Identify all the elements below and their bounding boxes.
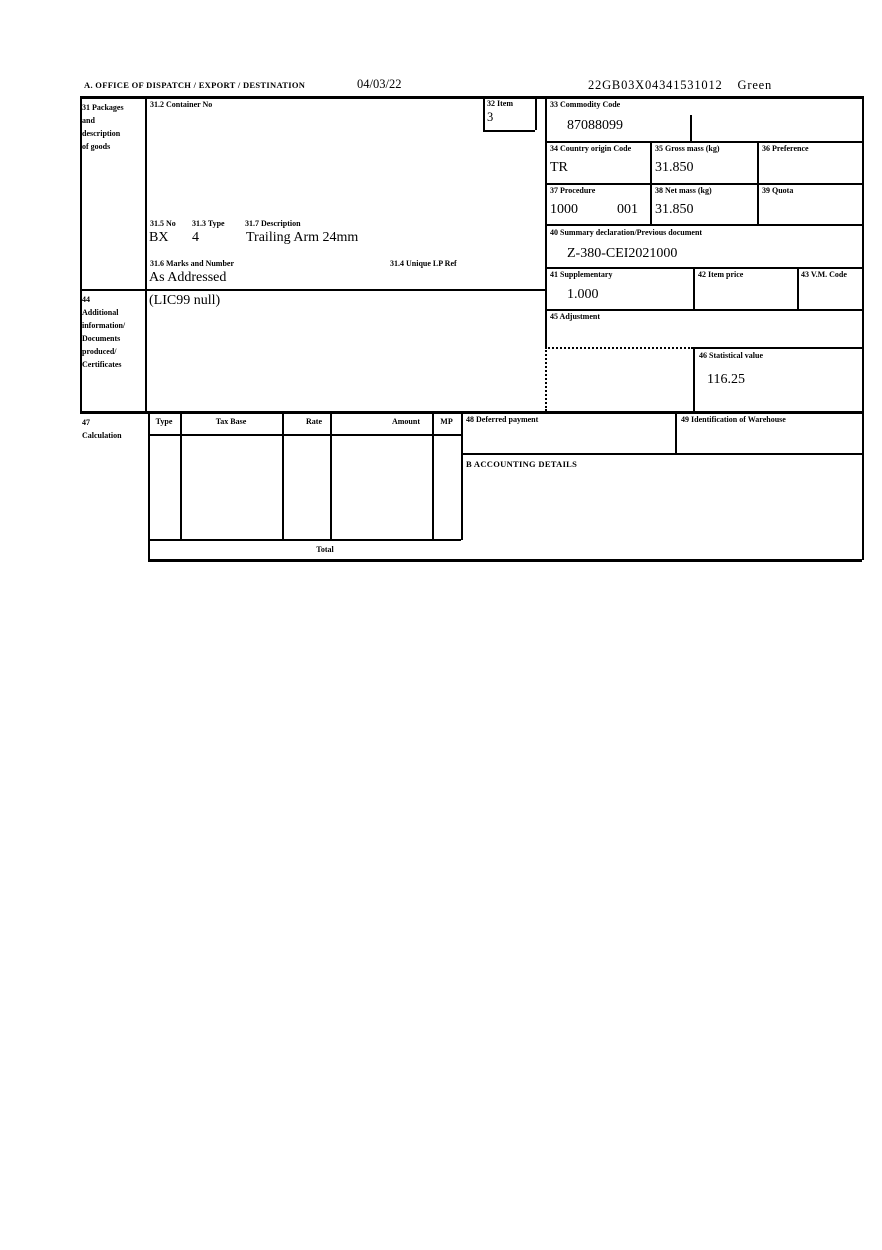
movement-reference-number: 22GB03X04341531012 xyxy=(588,78,723,92)
calc-table-header-border xyxy=(148,434,461,436)
unique-lp-ref-label: 31.4 Unique LP Ref xyxy=(390,259,457,268)
calc-col-amount: Amount xyxy=(391,417,420,426)
box31-sidebar-line: 31 Packages xyxy=(82,103,124,112)
row41-bottom-border xyxy=(545,309,862,311)
box47-sidebar-line: 47 xyxy=(82,418,90,427)
adjustment-label: 45 Adjustment xyxy=(550,312,601,321)
commodity-code-separator-tick xyxy=(690,115,692,141)
box47-sidebar-line: Calculation xyxy=(82,431,122,440)
box47-sidebar-label xyxy=(82,416,122,442)
calc-total-label: Total xyxy=(316,545,334,554)
calc-table-left-border xyxy=(148,411,150,559)
routing-status: Green xyxy=(737,78,773,92)
center-divider-dotted xyxy=(545,347,547,411)
package-no-value: BX xyxy=(149,230,169,245)
col-type-taxbase-divider xyxy=(180,411,182,539)
calc-col-rate: Rate xyxy=(306,417,322,426)
col-amount-mp-divider xyxy=(432,411,434,539)
box44-sidebar-line: Additional xyxy=(82,308,119,317)
form-bottom-border xyxy=(148,559,862,562)
calc-col-tax-base: Tax Base xyxy=(215,417,247,426)
item-price-label: 42 Item price xyxy=(698,270,744,279)
container-no-label: 31.2 Container No xyxy=(150,100,213,109)
box46-top-border xyxy=(693,347,862,349)
calc-table-body-border xyxy=(148,539,461,541)
box31-box44-divider xyxy=(80,289,545,291)
quota-label: 39 Quota xyxy=(762,186,794,195)
previous-document-label: 40 Summary declaration/Previous document xyxy=(550,228,703,237)
col48-49-divider xyxy=(675,411,677,453)
procedure-value-2: 001 xyxy=(617,202,638,217)
marks-and-number-label: 31.6 Marks and Number xyxy=(150,259,235,268)
calc-table-right-border xyxy=(461,411,463,540)
sidebar-divider xyxy=(145,96,147,411)
col35-36-divider xyxy=(757,141,759,224)
center-divider xyxy=(545,96,547,347)
item-no-label: 32 Item xyxy=(487,99,513,108)
form-top-border xyxy=(80,96,862,99)
gross-mass-label: 35 Gross mass (kg) xyxy=(655,144,720,153)
calc-col-type: Type xyxy=(155,417,173,426)
country-origin-value: TR xyxy=(550,160,568,175)
box33-bottom-border xyxy=(545,141,862,143)
item32-box-bottom-border xyxy=(483,130,535,132)
deferred-payment-label: 48 Deferred payment xyxy=(466,415,539,424)
col42-43-divider xyxy=(797,267,799,309)
row34-bottom-border xyxy=(545,183,862,185)
gross-mass-value: 31.850 xyxy=(655,160,694,175)
item32-box-left-border xyxy=(483,96,485,130)
row48-bottom-border xyxy=(461,453,862,455)
box31-sidebar-line: description xyxy=(82,129,121,138)
box31-sidebar-line: and xyxy=(82,116,95,125)
net-mass-value: 31.850 xyxy=(655,202,694,217)
procedure-value-1: 1000 xyxy=(550,202,578,217)
item-no-value: 3 xyxy=(487,110,494,124)
col34-35-divider xyxy=(650,141,652,224)
item32-box-right-border xyxy=(535,96,537,130)
procedure-label: 37 Procedure xyxy=(550,186,596,195)
col-taxbase-rate-divider xyxy=(282,411,284,539)
box40-bottom-border xyxy=(545,267,862,269)
col-rate-amount-divider xyxy=(330,411,332,539)
box44-sidebar-line: information/ xyxy=(82,321,126,330)
col41-42-divider xyxy=(693,267,695,309)
warehouse-id-label: 49 Identification of Warehouse xyxy=(681,415,786,424)
statistical-value-label: 46 Statistical value xyxy=(699,351,763,360)
vm-code-label: 43 V.M. Code xyxy=(801,270,847,279)
supplementary-label: 41 Supplementary xyxy=(550,270,613,279)
box45-dotted-bottom-border xyxy=(545,347,693,349)
box44-sidebar-label xyxy=(82,293,125,371)
commodity-code-value: 87088099 xyxy=(567,118,623,133)
dispatch-date: 04/03/22 xyxy=(357,77,402,91)
box44-sidebar-line: 44 xyxy=(82,295,90,304)
description-label: 31.7 Description xyxy=(245,219,301,228)
package-type-value: 4 xyxy=(192,230,199,245)
marks-and-number-value: As Addressed xyxy=(149,270,227,285)
commodity-code-label: 33 Commodity Code xyxy=(550,100,621,109)
box44-sidebar-line: produced/ xyxy=(82,347,117,356)
additional-information-value: (LIC99 null) xyxy=(149,293,221,308)
package-type-label: 31.3 Type xyxy=(192,219,225,228)
country-origin-label: 34 Country origin Code xyxy=(550,144,632,153)
box31-sidebar-label xyxy=(82,101,124,153)
office-of-dispatch-heading: A. OFFICE OF DISPATCH / EXPORT / DESTINATION xyxy=(84,80,306,90)
box44-sidebar-line: Certificates xyxy=(82,360,122,369)
form-right-border xyxy=(862,96,864,560)
supplementary-value: 1.000 xyxy=(567,287,599,302)
row37-bottom-border xyxy=(545,224,862,226)
statistical-value-value: 116.25 xyxy=(707,372,745,387)
preference-label: 36 Preference xyxy=(762,144,809,153)
box44-sidebar-line: Documents xyxy=(82,334,121,343)
previous-document-value: Z-380-CEI2021000 xyxy=(567,246,678,261)
box31-sidebar-line: of goods xyxy=(82,142,111,151)
mrn-group xyxy=(588,79,772,93)
upper-block-bottom-border xyxy=(80,411,862,414)
description-value: Trailing Arm 24mm xyxy=(246,230,359,245)
package-no-label: 31.5 No xyxy=(150,219,176,228)
calc-col-mp: MP xyxy=(440,417,453,426)
box46-left-border xyxy=(693,347,695,411)
accounting-details-heading: B ACCOUNTING DETAILS xyxy=(466,459,578,469)
net-mass-label: 38 Net mass (kg) xyxy=(655,186,712,195)
